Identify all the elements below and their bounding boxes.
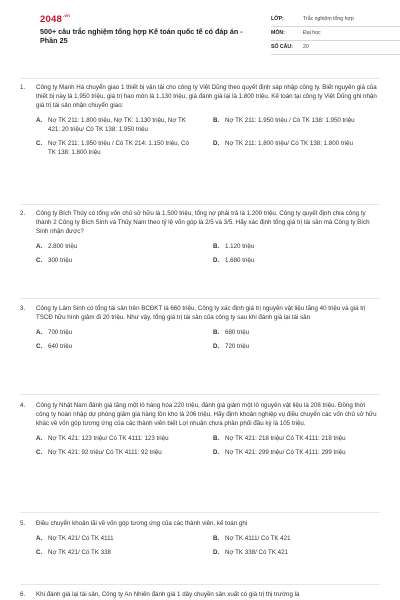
question-number: 2. bbox=[20, 210, 26, 217]
question-2 bbox=[20, 210, 380, 266]
question-1 bbox=[20, 84, 380, 158]
document-header bbox=[20, 0, 380, 58]
meta-value: 20 bbox=[303, 43, 309, 50]
question-text: Điều chuyển khoản lãi về vốn góp tương ứng của các thành viên, kế toán ghi bbox=[36, 520, 248, 527]
meta-key: MÔN: bbox=[271, 29, 285, 36]
option-c[interactable]: C. Nợ TK 211: 1.950 triệu / Có TK 214: 1.150 triệu, Có TK 138: 1.800 triệu bbox=[36, 139, 189, 156]
meta-table bbox=[271, 13, 400, 55]
option-b[interactable]: B. Nợ TK 4111/ Có TK 421 bbox=[213, 534, 291, 542]
options bbox=[36, 535, 380, 558]
meta-row-class bbox=[271, 13, 400, 27]
question-4 bbox=[20, 402, 380, 458]
option-b[interactable]: B. 1.120 triệu bbox=[213, 242, 255, 250]
meta-row-count bbox=[271, 41, 400, 55]
divider bbox=[20, 512, 380, 513]
page-title: 500+ câu trắc nghiệm tổng hợp Kế toán quốc tế có đáp án - Phần 25 bbox=[40, 27, 243, 46]
question-number: 3. bbox=[20, 305, 26, 312]
option-d[interactable]: D. Nợ TK 421: 299 triệu/ Có TK 4111: 299 triệu bbox=[213, 448, 346, 456]
option-d[interactable]: D. Nợ TK 338/ Có TK 421 bbox=[213, 548, 288, 556]
option-a[interactable]: A. Nợ TK 211: 1.800 triệu, Nợ TK: 1.130 triệu, Nợ TK 421: 20 triệu/ Có TK 138: 1.950 triệu bbox=[36, 116, 186, 133]
option-b[interactable]: B. 680 triệu bbox=[213, 328, 250, 336]
question-number: 6. bbox=[20, 591, 26, 598]
options bbox=[36, 117, 380, 158]
options bbox=[36, 329, 380, 352]
meta-key: SỐ CÂU: bbox=[271, 43, 293, 50]
meta-row-subject bbox=[271, 27, 400, 41]
site-logo[interactable]: $2048^{.vn}$ bbox=[40, 13, 71, 25]
option-d[interactable]: D. 720 triệu bbox=[213, 342, 250, 350]
option-c[interactable]: C. Nợ TK 421/ Có TK 338 bbox=[36, 548, 111, 556]
option-c[interactable]: C. 640 triệu bbox=[36, 342, 73, 350]
option-d[interactable]: D. 1.680 triệu bbox=[213, 256, 255, 264]
meta-value: Đại học bbox=[303, 29, 321, 36]
option-a[interactable]: A. Nợ TK 421: 123 triệu/ Có TK 4111: 123 triệu bbox=[36, 434, 169, 442]
option-a[interactable]: A. 2.800 triệu bbox=[36, 242, 78, 250]
meta-value: Trắc nghiệm tổng hợp bbox=[303, 15, 354, 22]
options bbox=[36, 435, 380, 458]
question-6 bbox=[20, 591, 380, 600]
divider bbox=[20, 298, 380, 299]
option-d[interactable]: D. Nợ TK 211: 1.800 triệu/ Có TK 138: 1.800 triệu bbox=[213, 139, 353, 147]
question-3 bbox=[20, 305, 380, 352]
divider bbox=[20, 394, 380, 395]
question-text: Công ty Bích Thủy có tổng vốn chủ sở hữu là 1.500 triệu, tổng nợ phải trả là 1.200 triệu. Công ty quyết định chia công ty thành 2 Công ty Bích Sinh và Thủy Nam theo tỷ lệ vốn góp là 2/5 và 3/5. Hãy xác định tổng giá trị tài sản mà Công ty Bích Sinh nhận được? bbox=[36, 210, 370, 235]
options bbox=[36, 243, 380, 266]
question-text: Công ty Nhật Nam đánh giá tăng một lô hàng hóa 220 triệu, đánh giá giảm một lô nguyên vật liệu là 208 triệu. Đồng thời công ty hoàn nhập dự phòng giảm giá hàng tồn kho là 206 triệu. Hãy định khoản nghiệp vụ điều chuyển các vốn chủ sở hữu khác về vốn góp tương ứng của các thành viên biết Lợi nhuận chưa phân phối đầu kỳ là 105 triệu. bbox=[36, 402, 377, 427]
option-c[interactable]: C. 300 triệu bbox=[36, 256, 73, 264]
divider bbox=[20, 78, 380, 79]
option-c[interactable]: C. Nợ TK 421: 92 triệu/ Có TK 4111: 92 triệu bbox=[36, 448, 162, 456]
question-5 bbox=[20, 520, 380, 558]
question-text: Công ty Mạnh Hà chuyển giao 1 thiết bị vận tải cho công ty Việt Dũng theo quyết định sáp nhập công ty. Biết nguyên giá của thiết bị này là 1.950 triệu, giá trị hao mòn là 1.130 triệu, giá đánh giá lại là 1.800 triệu. Kế toán tại công ty Việt Dũng ghi nhận giá trị tài sản nhận chuyển giao: bbox=[36, 84, 377, 109]
question-number: 4. bbox=[20, 402, 26, 409]
option-b[interactable]: B. Nợ TK 211: 1.950 triệu / Có TK 138: 1.950 triệu bbox=[213, 116, 355, 124]
question-number: 1. bbox=[20, 84, 26, 91]
question-number: 5. bbox=[20, 520, 26, 527]
divider bbox=[20, 204, 380, 205]
question-text: Công ty Lâm Sinh có tổng tài sản trên BCĐKT là 660 triệu. Công ty xác định giá trị nguyên vật liệu tăng 40 triệu và giá trị TSCĐ hữu hình giảm đi 20 triệu. Như vậy, tổng giá trị tài sản của công ty sau khi đánh giá lại tài sản bbox=[36, 305, 366, 321]
option-b[interactable]: B. Nợ TK 421: 218 triệu/ Có TK 4111: 218 triệu bbox=[213, 434, 346, 442]
divider bbox=[20, 584, 380, 585]
option-a[interactable]: A. 700 triệu bbox=[36, 328, 73, 336]
question-text: Khi đánh giá lại tài sản, Công ty An Nhiên đánh giá 1 dây chuyền sản xuất có giá trị thị trường là bbox=[36, 591, 300, 598]
option-a[interactable]: A. Nợ TK 421/ Có TK 4111 bbox=[36, 534, 114, 542]
meta-key: LỚP: bbox=[271, 15, 284, 22]
